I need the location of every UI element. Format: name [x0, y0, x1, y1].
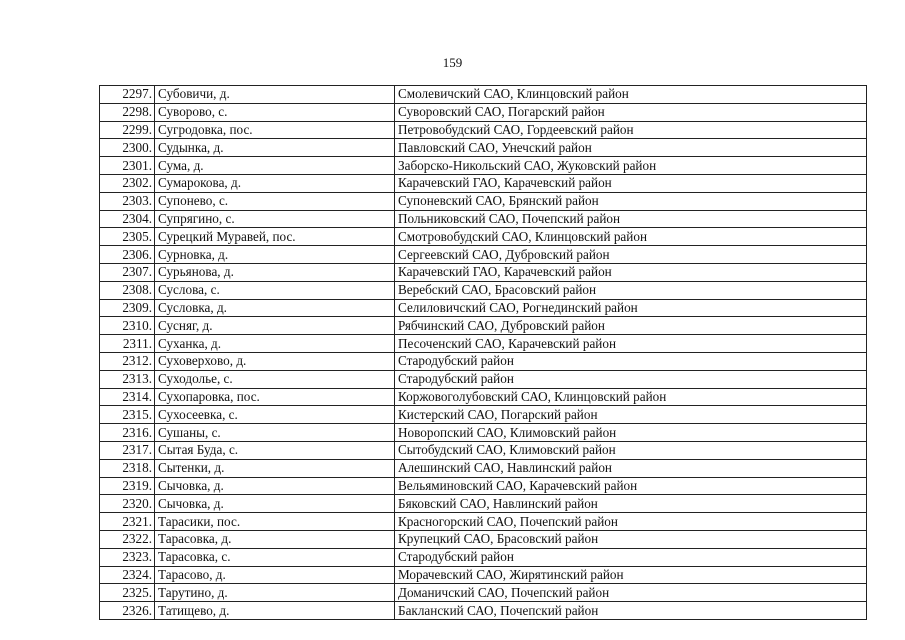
settlement-name-cell: Сусняг, д. [155, 317, 395, 335]
district-cell: Крупецкий САО, Брасовский район [395, 530, 867, 548]
settlement-name-cell: Тарасово, д. [155, 566, 395, 584]
district-cell: Смолевичский САО, Клинцовский район [395, 86, 867, 104]
table-row [100, 424, 867, 442]
table-row [100, 335, 867, 353]
settlement-name-cell: Сухопаровка, пос. [155, 388, 395, 406]
table-row [100, 584, 867, 602]
table-row [100, 370, 867, 388]
table-row [100, 192, 867, 210]
district-cell: Стародубский район [395, 548, 867, 566]
table-row [100, 602, 867, 620]
settlement-name-cell: Тарасовка, д. [155, 530, 395, 548]
table-row [100, 441, 867, 459]
settlement-name-cell: Судынка, д. [155, 139, 395, 157]
table-row [100, 459, 867, 477]
row-number-cell: 2316. [100, 424, 155, 442]
district-cell: Петровобудский САО, Гордеевский район [395, 121, 867, 139]
district-cell: Бакланский САО, Почепский район [395, 602, 867, 620]
settlement-name-cell: Субовичи, д. [155, 86, 395, 104]
table-row [100, 388, 867, 406]
row-number-cell: 2303. [100, 192, 155, 210]
district-cell: Павловский САО, Унечский район [395, 139, 867, 157]
row-number-cell: 2321. [100, 513, 155, 531]
row-number-cell: 2323. [100, 548, 155, 566]
district-cell: Коржовоголубовский САО, Клинцовский район [395, 388, 867, 406]
district-cell: Селиловичский САО, Рогнединский район [395, 299, 867, 317]
table-row [100, 157, 867, 175]
row-number-cell: 2317. [100, 441, 155, 459]
settlement-name-cell: Сурьянова, д. [155, 263, 395, 281]
row-number-cell: 2315. [100, 406, 155, 424]
district-cell: Заборско-Никольский САО, Жуковский район [395, 157, 867, 175]
district-cell: Рябчинский САО, Дубровский район [395, 317, 867, 335]
row-number-cell: 2297. [100, 86, 155, 104]
settlement-name-cell: Сумарокова, д. [155, 174, 395, 192]
settlement-name-cell: Сытенки, д. [155, 459, 395, 477]
row-number-cell: 2307. [100, 263, 155, 281]
district-cell: Алешинский САО, Навлинский район [395, 459, 867, 477]
district-cell: Карачевский ГАО, Карачевский район [395, 174, 867, 192]
table-row [100, 477, 867, 495]
table-row [100, 530, 867, 548]
table-row [100, 139, 867, 157]
table-row [100, 566, 867, 584]
row-number-cell: 2324. [100, 566, 155, 584]
settlement-name-cell: Суходолье, с. [155, 370, 395, 388]
district-cell: Красногорский САО, Почепский район [395, 513, 867, 531]
district-cell: Стародубский район [395, 370, 867, 388]
table-row [100, 513, 867, 531]
row-number-cell: 2309. [100, 299, 155, 317]
settlement-name-cell: Сурновка, д. [155, 246, 395, 264]
table-row [100, 210, 867, 228]
row-number-cell: 2301. [100, 157, 155, 175]
row-number-cell: 2308. [100, 281, 155, 299]
table-row [100, 121, 867, 139]
table-row [100, 86, 867, 104]
settlement-name-cell: Тарутино, д. [155, 584, 395, 602]
settlement-name-cell: Супрягино, с. [155, 210, 395, 228]
district-cell: Песоченский САО, Карачевский район [395, 335, 867, 353]
row-number-cell: 2299. [100, 121, 155, 139]
settlement-name-cell: Сычовка, д. [155, 495, 395, 513]
row-number-cell: 2325. [100, 584, 155, 602]
settlement-name-cell: Сытая Буда, с. [155, 441, 395, 459]
table-row [100, 281, 867, 299]
district-cell: Кистерский САО, Погарский район [395, 406, 867, 424]
row-number-cell: 2326. [100, 602, 155, 620]
district-cell: Веребский САО, Брасовский район [395, 281, 867, 299]
settlements-table [99, 85, 867, 620]
district-cell: Карачевский ГАО, Карачевский район [395, 263, 867, 281]
settlement-name-cell: Суворово, с. [155, 103, 395, 121]
settlement-name-cell: Супонево, с. [155, 192, 395, 210]
settlement-name-cell: Тарасики, пос. [155, 513, 395, 531]
district-cell: Супоневский САО, Брянский район [395, 192, 867, 210]
settlement-name-cell: Суханка, д. [155, 335, 395, 353]
row-number-cell: 2322. [100, 530, 155, 548]
table-row [100, 495, 867, 513]
settlement-name-cell: Сума, д. [155, 157, 395, 175]
row-number-cell: 2318. [100, 459, 155, 477]
settlement-name-cell: Суховерхово, д. [155, 352, 395, 370]
settlement-name-cell: Сушаны, с. [155, 424, 395, 442]
table-row [100, 103, 867, 121]
table-row [100, 406, 867, 424]
row-number-cell: 2313. [100, 370, 155, 388]
table-row [100, 548, 867, 566]
district-cell: Вельяминовский САО, Карачевский район [395, 477, 867, 495]
settlement-name-cell: Суслова, с. [155, 281, 395, 299]
table-row [100, 352, 867, 370]
row-number-cell: 2305. [100, 228, 155, 246]
settlement-name-cell: Сусловка, д. [155, 299, 395, 317]
district-cell: Смотровобудский САО, Клинцовский район [395, 228, 867, 246]
table-row [100, 246, 867, 264]
row-number-cell: 2302. [100, 174, 155, 192]
district-cell: Сытобудский САО, Климовский район [395, 441, 867, 459]
table-row [100, 228, 867, 246]
district-cell: Доманичский САО, Почепский район [395, 584, 867, 602]
settlement-name-cell: Сухосеевка, с. [155, 406, 395, 424]
row-number-cell: 2304. [100, 210, 155, 228]
row-number-cell: 2319. [100, 477, 155, 495]
settlement-name-cell: Тарасовка, с. [155, 548, 395, 566]
table-row [100, 263, 867, 281]
settlement-name-cell: Сугродовка, пос. [155, 121, 395, 139]
district-cell: Морачевский САО, Жирятинский район [395, 566, 867, 584]
row-number-cell: 2314. [100, 388, 155, 406]
row-number-cell: 2320. [100, 495, 155, 513]
settlement-name-cell: Сурецкий Муравей, пос. [155, 228, 395, 246]
page-number: 159 [442, 55, 463, 70]
district-cell: Суворовский САО, Погарский район [395, 103, 867, 121]
settlement-name-cell: Сычовка, д. [155, 477, 395, 495]
district-cell: Бяковский САО, Навлинский район [395, 495, 867, 513]
district-cell: Сергеевский САО, Дубровский район [395, 246, 867, 264]
row-number-cell: 2300. [100, 139, 155, 157]
district-cell: Стародубский район [395, 352, 867, 370]
row-number-cell: 2306. [100, 246, 155, 264]
table-row [100, 174, 867, 192]
settlement-name-cell: Татищево, д. [155, 602, 395, 620]
district-cell: Польниковский САО, Почепский район [395, 210, 867, 228]
row-number-cell: 2312. [100, 352, 155, 370]
row-number-cell: 2311. [100, 335, 155, 353]
row-number-cell: 2310. [100, 317, 155, 335]
table-row [100, 317, 867, 335]
table-body [100, 86, 867, 620]
district-cell: Новоропский САО, Климовский район [395, 424, 867, 442]
table-row [100, 299, 867, 317]
row-number-cell: 2298. [100, 103, 155, 121]
